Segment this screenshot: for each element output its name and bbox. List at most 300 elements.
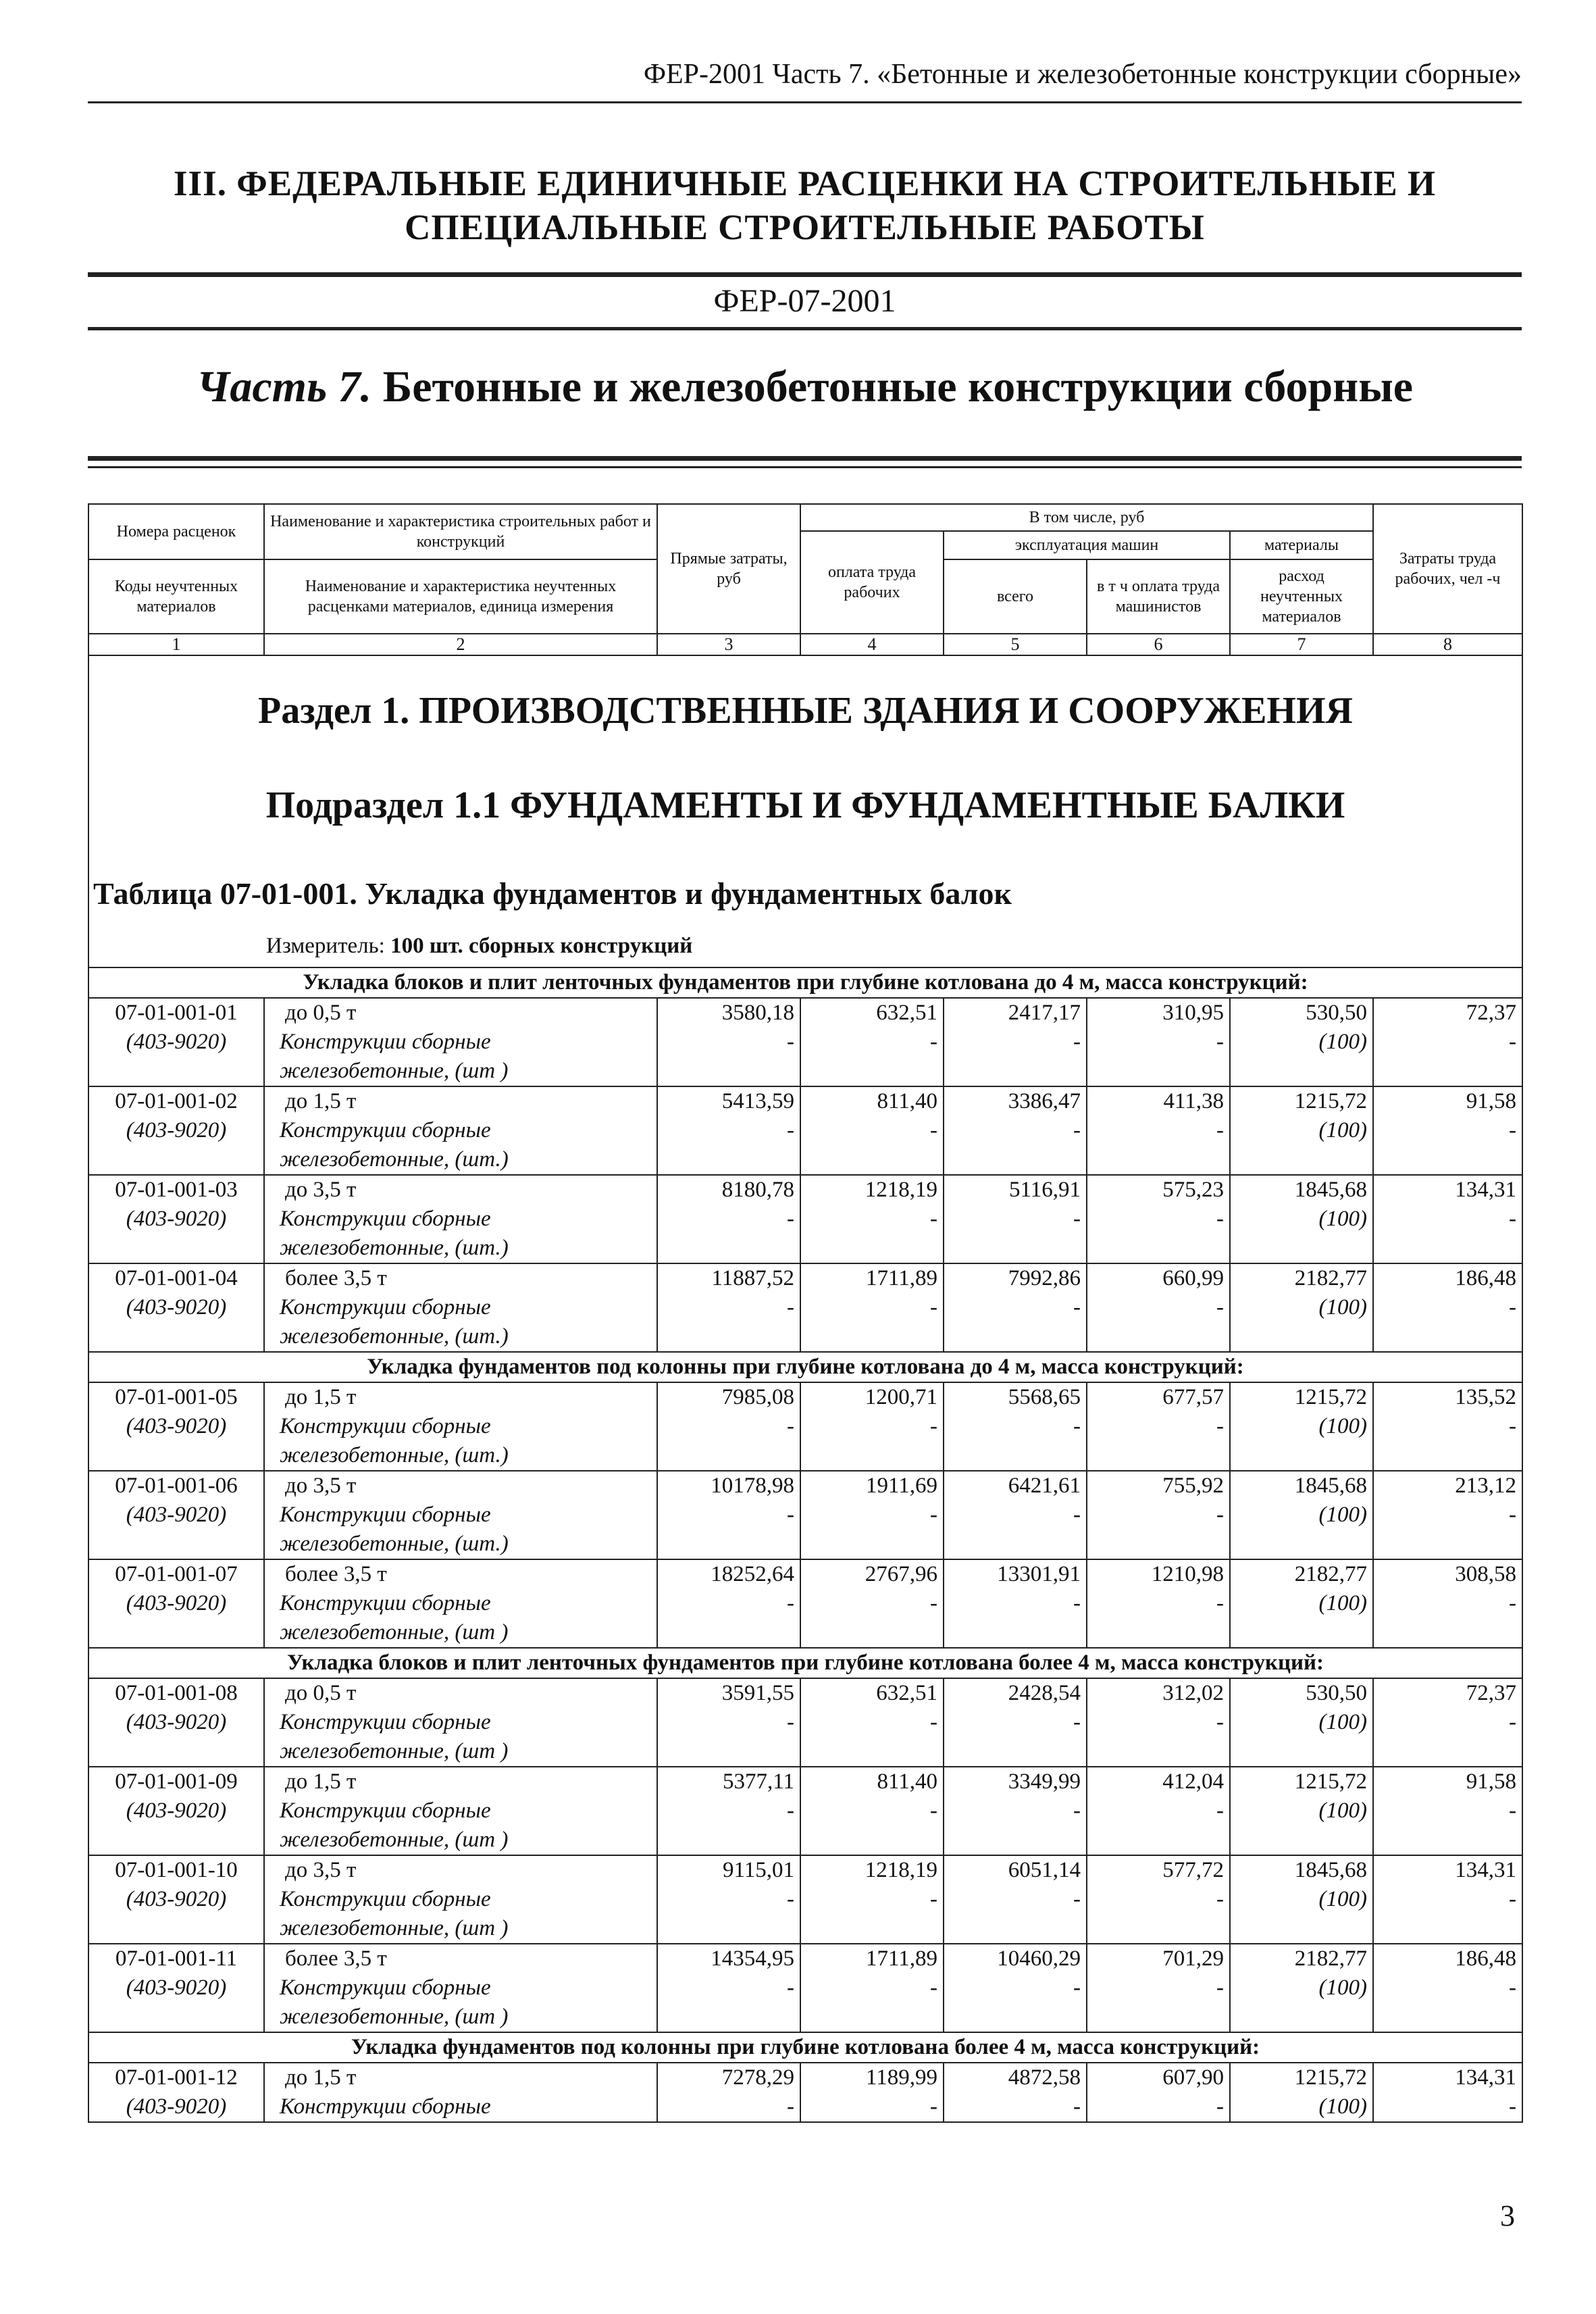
direct-costs-cell <box>657 1086 800 1175</box>
header-machines-total: всего <box>944 559 1087 634</box>
rate-row <box>88 1086 1522 1175</box>
labor-pay-cell <box>800 1767 944 1855</box>
running-header-bar <box>88 54 1522 103</box>
direct-costs-cell <box>657 1678 800 1767</box>
labor-hours: 135,52 <box>1455 1385 1516 1409</box>
rate-name-cell <box>264 1086 657 1175</box>
labor-hours-unaccounted: - <box>1509 1799 1516 1823</box>
rate-row <box>88 1855 1522 1944</box>
material-code: (403-9020) <box>126 1207 227 1231</box>
machines-total-cell <box>944 1767 1087 1855</box>
labor-hours-unaccounted: - <box>1509 1710 1516 1734</box>
measure-label: Измеритель: <box>266 934 385 958</box>
rate-row <box>88 2063 1522 2122</box>
machines-total-unaccounted: - <box>1073 1591 1081 1615</box>
material-name: Конструкции сборные <box>280 1799 491 1823</box>
subsection-title: Подраздел 1.1 ФУНДАМЕНТЫ И ФУНДАМЕНТНЫЕ БАЛКИ <box>265 784 1345 826</box>
materials-cost-cell <box>1230 2063 1373 2122</box>
operator-pay-cell <box>1087 1086 1230 1175</box>
labor-pay-unaccounted: - <box>930 2094 937 2119</box>
labor-pay-cell <box>800 1382 944 1471</box>
labor-hours-unaccounted: - <box>1509 1118 1516 1142</box>
material-name: Конструкции сборные <box>280 1710 491 1734</box>
machines-total: 2428,54 <box>1008 1681 1081 1705</box>
direct-costs-unaccounted: - <box>787 1414 794 1438</box>
labor-hours-unaccounted: - <box>1509 1976 1516 2000</box>
labor-hours-unaccounted: - <box>1509 1207 1516 1231</box>
direct-costs-cell <box>657 1471 800 1559</box>
operator-pay-unaccounted: - <box>1216 1591 1224 1615</box>
machines-total-cell <box>944 1263 1087 1352</box>
rate-code: 07-01-001-05 <box>115 1385 238 1409</box>
material-code: (403-9020) <box>126 1414 227 1438</box>
rate-code-cell <box>88 1767 264 1855</box>
machines-total-unaccounted: - <box>1073 1887 1081 1911</box>
material-name-unit: железобетонные, (шт.) <box>280 1324 509 1349</box>
labor-pay: 811,40 <box>877 1089 937 1113</box>
operator-pay-unaccounted: - <box>1216 1503 1224 1527</box>
labor-hours-unaccounted: - <box>1509 1414 1516 1438</box>
machines-total-unaccounted: - <box>1073 1799 1081 1823</box>
header-direct-costs: Прямые затраты, руб <box>657 504 800 634</box>
operator-pay: 677,57 <box>1162 1385 1224 1409</box>
operator-pay-unaccounted: - <box>1216 1799 1224 1823</box>
labor-pay-unaccounted: - <box>930 1030 937 1054</box>
machines-total-cell <box>944 1944 1087 2032</box>
direct-costs: 11887,52 <box>711 1266 794 1290</box>
labor-pay-unaccounted: - <box>930 1295 937 1319</box>
column-number: 3 <box>657 634 800 655</box>
part-title-text: Бетонные и железобетонные конструкции сборные <box>382 362 1414 411</box>
labor-hours-unaccounted: - <box>1509 2094 1516 2119</box>
labor-pay-unaccounted: - <box>930 1503 937 1527</box>
direct-costs-cell <box>657 1559 800 1648</box>
operator-pay-cell <box>1087 1471 1230 1559</box>
labor-hours-cell <box>1373 2063 1522 2122</box>
material-name: Конструкции сборные <box>280 1207 491 1231</box>
materials-cost-unaccounted: (100) <box>1318 1295 1367 1319</box>
direct-costs-cell <box>657 998 800 1086</box>
section-title: Раздел 1. ПРОИЗВОДСТВЕННЫЕ ЗДАНИЯ И СООРУЖЕНИЯ <box>258 690 1353 732</box>
machines-total-cell <box>944 1471 1087 1559</box>
materials-cost-unaccounted: (100) <box>1318 1503 1367 1527</box>
labor-pay: 1218,19 <box>865 1178 937 1202</box>
materials-cost-cell <box>1230 1855 1373 1944</box>
rate-row <box>88 1678 1522 1767</box>
direct-costs: 5377,11 <box>722 1769 794 1794</box>
labor-hours: 134,31 <box>1455 1858 1516 1882</box>
machines-total-cell <box>944 1382 1087 1471</box>
material-code: (403-9020) <box>126 1118 227 1142</box>
material-code: (403-9020) <box>126 1030 227 1054</box>
operator-pay-unaccounted: - <box>1216 2094 1224 2119</box>
labor-pay-cell <box>800 1086 944 1175</box>
direct-costs-unaccounted: - <box>787 1710 794 1734</box>
labor-hours-cell <box>1373 1263 1522 1352</box>
rate-code-cell <box>88 1382 264 1471</box>
section-block <box>89 656 1522 967</box>
main-title-line1: III. ФЕДЕРАЛЬНЫЕ ЕДИНИЧНЫЕ РАСЦЕНКИ НА СТРОИТЕЛЬНЫЕ И <box>173 164 1437 203</box>
materials-cost: 2182,77 <box>1294 1266 1367 1290</box>
labor-pay-cell <box>800 998 944 1086</box>
material-name: Конструкции сборные <box>280 1030 491 1054</box>
rate-code: 07-01-001-06 <box>115 1474 238 1498</box>
direct-costs-cell <box>657 1767 800 1855</box>
operator-pay-cell <box>1087 1559 1230 1648</box>
machines-total: 6421,61 <box>1008 1474 1081 1498</box>
material-name-unit: железобетонные, (шт ) <box>280 1059 509 1083</box>
header-operator-pay: в т ч оплата труда машинистов <box>1087 559 1230 634</box>
machines-total-cell <box>944 1855 1087 1944</box>
rate-name: до 3,5 т <box>285 1178 357 1202</box>
materials-cost-unaccounted: (100) <box>1318 2094 1367 2119</box>
group-heading-row <box>88 2032 1522 2063</box>
labor-pay-cell <box>800 1471 944 1559</box>
materials-cost-unaccounted: (100) <box>1318 1799 1367 1823</box>
labor-pay-unaccounted: - <box>930 1118 937 1142</box>
labor-pay-unaccounted: - <box>930 1710 937 1734</box>
labor-hours-cell <box>1373 1559 1522 1648</box>
header-including: В том числе, руб <box>800 504 1373 531</box>
material-name-unit: железобетонные, (шт.) <box>280 1236 509 1260</box>
rate-name-cell <box>264 1175 657 1263</box>
column-number: 6 <box>1087 634 1230 655</box>
rate-code-cell <box>88 1263 264 1352</box>
machines-total: 3386,47 <box>1008 1089 1081 1113</box>
material-code: (403-9020) <box>126 1976 227 2000</box>
rate-code: 07-01-001-03 <box>115 1178 238 1202</box>
labor-hours-unaccounted: - <box>1509 1887 1516 1911</box>
main-title-line2: СПЕЦИАЛЬНЫЕ СТРОИТЕЛЬНЫЕ РАБОТЫ <box>405 208 1205 247</box>
page-number: 3 <box>1500 2199 1515 2232</box>
operator-pay-unaccounted: - <box>1216 1030 1224 1054</box>
machines-total: 6051,14 <box>1008 1858 1081 1882</box>
machines-total-unaccounted: - <box>1073 1207 1081 1231</box>
material-name-unit: железобетонные, (шт ) <box>280 1739 509 1763</box>
materials-cost: 1845,68 <box>1294 1178 1367 1202</box>
materials-cost-cell <box>1230 1382 1373 1471</box>
materials-cost-cell <box>1230 998 1373 1086</box>
operator-pay-cell <box>1087 1767 1230 1855</box>
rate-row <box>88 998 1522 1086</box>
operator-pay: 575,23 <box>1162 1178 1224 1202</box>
operator-pay-cell <box>1087 1175 1230 1263</box>
group-heading: Укладка фундаментов под колонны при глубине котлована до 4 м, масса конструкций: <box>88 1352 1522 1382</box>
operator-pay-unaccounted: - <box>1216 1118 1224 1142</box>
materials-cost: 530,50 <box>1306 1001 1367 1025</box>
rate-name: до 1,5 т <box>285 1089 357 1113</box>
materials-cost-cell <box>1230 1175 1373 1263</box>
rate-code: 07-01-001-10 <box>115 1858 238 1882</box>
machines-total-unaccounted: - <box>1073 1710 1081 1734</box>
divider-rule <box>88 272 1522 277</box>
machines-total-unaccounted: - <box>1073 1030 1081 1054</box>
divider-rule <box>88 456 1522 461</box>
materials-cost: 1845,68 <box>1294 1858 1367 1882</box>
labor-pay: 2767,96 <box>865 1562 937 1586</box>
machines-total-unaccounted: - <box>1073 1503 1081 1527</box>
material-name: Конструкции сборные <box>280 1295 491 1319</box>
rate-name: до 1,5 т <box>285 1769 357 1794</box>
labor-pay-cell <box>800 1678 944 1767</box>
labor-pay-cell <box>800 1263 944 1352</box>
measure-line <box>266 932 692 961</box>
labor-pay: 632,51 <box>876 1001 937 1025</box>
operator-pay: 411,38 <box>1163 1089 1224 1113</box>
header-rate-numbers: Номера расценок <box>88 504 264 559</box>
labor-pay: 632,51 <box>876 1681 937 1705</box>
rate-code-cell <box>88 998 264 1086</box>
rate-name-cell <box>264 1944 657 2032</box>
direct-costs: 18252,64 <box>711 1562 794 1586</box>
material-name-unit: железобетонные, (шт ) <box>280 1916 509 1940</box>
direct-costs: 3580,18 <box>721 1001 794 1025</box>
rate-name-cell <box>264 1263 657 1352</box>
materials-cost: 1215,72 <box>1294 2065 1367 2090</box>
direct-costs: 5413,59 <box>721 1089 794 1113</box>
rate-name-cell <box>264 1767 657 1855</box>
rate-name: более 3,5 т <box>285 1266 387 1290</box>
rate-code: 07-01-001-09 <box>115 1769 238 1794</box>
materials-cost-unaccounted: (100) <box>1318 1976 1367 2000</box>
part-title-prefix: Часть 7. <box>196 362 372 411</box>
operator-pay: 312,02 <box>1162 1681 1224 1705</box>
header-machines: эксплуатация машин <box>944 531 1230 559</box>
materials-cost-unaccounted: (100) <box>1318 1414 1367 1438</box>
labor-hours: 72,37 <box>1466 1001 1516 1025</box>
operator-pay-unaccounted: - <box>1216 1710 1224 1734</box>
rate-code-cell <box>88 1175 264 1263</box>
materials-cost-unaccounted: (100) <box>1318 1118 1367 1142</box>
direct-costs-unaccounted: - <box>787 1030 794 1054</box>
labor-pay-cell <box>800 1944 944 2032</box>
labor-hours-cell <box>1373 1175 1522 1263</box>
running-header: ФЕР-2001 Часть 7. «Бетонные и железобетонные конструкции сборные» <box>643 59 1522 90</box>
rate-name-cell <box>264 1559 657 1648</box>
material-name-unit: железобетонные, (шт ) <box>280 2005 509 2029</box>
direct-costs-unaccounted: - <box>787 1976 794 2000</box>
machines-total-cell <box>944 1086 1087 1175</box>
direct-costs: 7985,08 <box>721 1385 794 1409</box>
machines-total-cell <box>944 1678 1087 1767</box>
rate-name-cell <box>264 998 657 1086</box>
direct-costs: 9115,01 <box>722 1858 794 1882</box>
price-table <box>88 503 1523 2123</box>
column-number: 1 <box>88 634 264 655</box>
material-code: (403-9020) <box>126 1799 227 1823</box>
group-heading-row <box>88 1352 1522 1382</box>
labor-pay-cell <box>800 1855 944 1944</box>
material-name: Конструкции сборные <box>280 1976 491 2000</box>
direct-costs-unaccounted: - <box>787 1799 794 1823</box>
labor-hours: 134,31 <box>1455 1178 1516 1202</box>
materials-cost-cell <box>1230 1559 1373 1648</box>
material-code: (403-9020) <box>126 1295 227 1319</box>
machines-total-unaccounted: - <box>1073 1414 1081 1438</box>
rate-code: 07-01-001-01 <box>115 1001 238 1025</box>
rate-code-cell <box>88 1855 264 1944</box>
operator-pay: 755,92 <box>1162 1474 1224 1498</box>
labor-pay-unaccounted: - <box>930 1976 937 2000</box>
rate-code-cell <box>88 1944 264 2032</box>
rate-row <box>88 1944 1522 2032</box>
direct-costs: 8180,78 <box>721 1178 794 1202</box>
material-code: (403-9020) <box>126 2094 227 2119</box>
direct-costs-unaccounted: - <box>787 1887 794 1911</box>
labor-hours-unaccounted: - <box>1509 1503 1516 1527</box>
material-name-unit: железобетонные, (шт.) <box>280 1147 509 1172</box>
column-number: 2 <box>264 634 657 655</box>
operator-pay: 607,90 <box>1162 2065 1224 2090</box>
material-name-unit: железобетонные, (шт.) <box>280 1532 509 1556</box>
operator-pay: 1210,98 <box>1151 1562 1224 1586</box>
labor-pay: 1711,89 <box>865 1946 937 1971</box>
materials-cost-unaccounted: (100) <box>1318 1710 1367 1734</box>
group-heading: Укладка фундаментов под колонны при глубине котлована более 4 м, масса конструкций: <box>88 2032 1522 2063</box>
materials-cost: 2182,77 <box>1294 1946 1367 1971</box>
labor-pay-cell <box>800 2063 944 2122</box>
header-material-consumption: расход неучтенных материалов <box>1230 559 1373 634</box>
divider-rule <box>88 327 1522 330</box>
section-block-cell <box>88 655 1522 967</box>
material-name: Конструкции сборные <box>280 1887 491 1911</box>
rate-code: 07-01-001-12 <box>115 2065 238 2090</box>
machines-total: 3349,99 <box>1008 1769 1081 1794</box>
group-heading-row <box>88 967 1522 998</box>
divider-rule <box>88 466 1522 468</box>
operator-pay-unaccounted: - <box>1216 1887 1224 1911</box>
materials-cost: 1845,68 <box>1294 1474 1367 1498</box>
machines-total: 5568,65 <box>1008 1385 1081 1409</box>
material-name: Конструкции сборные <box>280 1503 491 1527</box>
machines-total-cell <box>944 1559 1087 1648</box>
operator-pay-cell <box>1087 1263 1230 1352</box>
labor-pay-unaccounted: - <box>930 1799 937 1823</box>
direct-costs-unaccounted: - <box>787 1118 794 1142</box>
operator-pay-unaccounted: - <box>1216 1295 1224 1319</box>
operator-pay: 310,95 <box>1162 1001 1224 1025</box>
operator-pay: 577,72 <box>1162 1858 1224 1882</box>
rate-code-cell <box>88 1559 264 1648</box>
material-code: (403-9020) <box>126 1503 227 1527</box>
materials-cost-unaccounted: (100) <box>1318 1887 1367 1911</box>
column-number: 7 <box>1230 634 1373 655</box>
rate-name: более 3,5 т <box>285 1946 387 1971</box>
labor-hours: 72,37 <box>1466 1681 1516 1705</box>
group-heading: Укладка блоков и плит ленточных фундаментов при глубине котлована более 4 м, масса конструкций: <box>88 1648 1522 1678</box>
machines-total-unaccounted: - <box>1073 2094 1081 2119</box>
labor-hours-cell <box>1373 1944 1522 2032</box>
operator-pay-cell <box>1087 1855 1230 1944</box>
operator-pay: 660,99 <box>1162 1266 1224 1290</box>
rate-name-cell <box>264 1382 657 1471</box>
rate-name-cell <box>264 1855 657 1944</box>
material-name-unit: железобетонные, (шт ) <box>280 1828 509 1852</box>
machines-total: 7992,86 <box>1008 1266 1081 1290</box>
rate-name: до 1,5 т <box>285 2065 357 2090</box>
machines-total-unaccounted: - <box>1073 1295 1081 1319</box>
rate-name: до 3,5 т <box>285 1858 357 1882</box>
labor-pay-unaccounted: - <box>930 1414 937 1438</box>
rate-name: до 3,5 т <box>285 1474 357 1498</box>
labor-hours-unaccounted: - <box>1509 1030 1516 1054</box>
materials-cost-unaccounted: (100) <box>1318 1207 1367 1231</box>
direct-costs-unaccounted: - <box>787 1295 794 1319</box>
operator-pay-unaccounted: - <box>1216 1207 1224 1231</box>
main-title <box>88 162 1522 250</box>
part-title <box>88 361 1522 413</box>
material-code: (403-9020) <box>126 1710 227 1734</box>
materials-cost: 1215,72 <box>1294 1089 1367 1113</box>
material-name-unit: железобетонные, (шт ) <box>280 1620 509 1644</box>
column-number: 4 <box>800 634 944 655</box>
rate-row <box>88 1263 1522 1352</box>
machines-total-unaccounted: - <box>1073 1976 1081 2000</box>
operator-pay-unaccounted: - <box>1216 1414 1224 1438</box>
direct-costs-unaccounted: - <box>787 2094 794 2119</box>
rate-code: 07-01-001-07 <box>115 1562 238 1586</box>
labor-hours-cell <box>1373 1471 1522 1559</box>
section-row <box>88 655 1522 967</box>
machines-total-cell <box>944 998 1087 1086</box>
direct-costs-unaccounted: - <box>787 1503 794 1527</box>
rate-name-cell <box>264 1678 657 1767</box>
material-name: Конструкции сборные <box>280 1591 491 1615</box>
rate-name: более 3,5 т <box>285 1562 387 1586</box>
materials-cost-cell <box>1230 1678 1373 1767</box>
labor-hours-cell <box>1373 1678 1522 1767</box>
labor-hours: 91,58 <box>1466 1769 1516 1794</box>
rate-code: 07-01-001-11 <box>115 1946 238 1971</box>
labor-hours-cell <box>1373 1855 1522 1944</box>
rate-name: до 0,5 т <box>285 1001 357 1025</box>
labor-pay: 1218,19 <box>865 1858 937 1882</box>
machines-total: 13301,91 <box>997 1562 1081 1586</box>
labor-hours-cell <box>1373 1086 1522 1175</box>
labor-hours-cell <box>1373 998 1522 1086</box>
materials-cost: 530,50 <box>1306 1681 1367 1705</box>
machines-total: 10460,29 <box>997 1946 1081 1971</box>
material-name: Конструкции сборные <box>280 2094 491 2119</box>
rate-row <box>88 1382 1522 1471</box>
material-code: (403-9020) <box>126 1591 227 1615</box>
rate-name-cell <box>264 2063 657 2122</box>
rate-code: 07-01-001-02 <box>115 1089 238 1113</box>
header-work-name: Наименование и характеристика строительных работ и конструкций <box>264 504 657 559</box>
labor-pay: 811,40 <box>877 1769 937 1794</box>
machines-total: 4872,58 <box>1008 2065 1081 2090</box>
material-code: (403-9020) <box>126 1887 227 1911</box>
material-name-unit: железобетонные, (шт.) <box>280 1443 509 1467</box>
group-heading: Укладка блоков и плит ленточных фундаментов при глубине котлована до 4 м, масса конструкций: <box>88 967 1522 998</box>
operator-pay-cell <box>1087 2063 1230 2122</box>
header-labor-pay: оплата труда рабочих <box>800 531 944 634</box>
header-labor-hours: Затраты труда рабочих, чел -ч <box>1373 504 1522 634</box>
header-material-codes: Коды неучтенных материалов <box>88 559 264 634</box>
operator-pay: 701,29 <box>1162 1946 1224 1971</box>
labor-hours-cell <box>1373 1382 1522 1471</box>
operator-pay-cell <box>1087 998 1230 1086</box>
machines-total-unaccounted: - <box>1073 1118 1081 1142</box>
labor-hours: 186,48 <box>1455 1266 1516 1290</box>
rate-code-cell <box>88 1678 264 1767</box>
labor-pay-unaccounted: - <box>930 1591 937 1615</box>
operator-pay-cell <box>1087 1944 1230 2032</box>
labor-pay: 1189,99 <box>865 2065 937 2090</box>
labor-hours-unaccounted: - <box>1509 1591 1516 1615</box>
machines-total-cell <box>944 1175 1087 1263</box>
code-title: ФЕР-07-2001 <box>713 283 896 319</box>
